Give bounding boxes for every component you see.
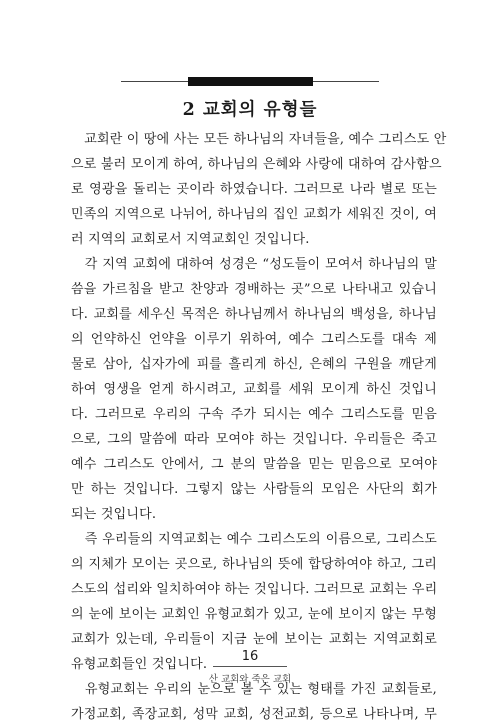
text-line: 되는 것입니다. [71, 507, 157, 522]
text-line: 민족의 지역으로 나뉘어, 하나님의 집인 교회가 세워진 것이, 여 [71, 207, 437, 222]
text-line: 유형교회들인 것입니다. [71, 657, 208, 672]
running-footer-title: 산 교회와 죽은 교회 [208, 674, 292, 685]
text-line: 의 눈에 보이는 교회인 유형교회가 있고, 눈에 보이지 않는 무형 [71, 607, 437, 622]
text-line: 예수 그리스도 안에서, 그 분의 말씀을 믿는 믿음으로 모여야 [71, 457, 437, 472]
text-line: 가정교회, 족장교회, 성막 교회, 성전교회, 등으로 나타나며, 무 [71, 707, 437, 722]
text-line: 교회가 있는데, 우리들이 지금 눈에 보이는 교회는 지역교회로 [71, 632, 437, 647]
text-line: 로 영광을 돌리는 곳이라 하였습니다. 그러므로 나라 별로 또는 [71, 182, 437, 197]
text-line: 으로 불러 모이게 하여, 하나님의 은혜와 사랑에 대하여 감사함으 [71, 157, 442, 172]
header-rule-bar [188, 77, 313, 86]
text-line: 러 지역의 교회로서 지역교회인 것입니다. [71, 232, 310, 247]
text-line: 만 하는 것입니다. 그렇지 않는 사람들의 모임은 사단의 회가 [71, 482, 437, 497]
chapter-title: 2 교회의 유형들 [182, 100, 318, 120]
footer-rule [213, 666, 287, 667]
text-line: 의 지체가 모이는 곳으로, 하나님의 뜻에 합당하여야 하고, 그리 [71, 557, 437, 572]
text-line: 하여 영생을 얻게 하시려고, 교회를 세워 모이게 하신 것입니 [71, 382, 437, 397]
body-text [71, 127, 447, 727]
text-line: 으로, 그의 말씀에 따라 모여야 하는 것입니다. 우리들은 죽고 [71, 432, 437, 447]
page-number: 16 [241, 649, 259, 664]
text-line: 씀을 가르침을 받고 찬양과 경배하는 곳”으로 나타내고 있습니 [71, 282, 437, 297]
text-line: 다. 교회를 세우신 목적은 하나님께서 하나님의 백성을, 하나님 [71, 307, 437, 322]
text-line: 물로 삼아, 십자가에 피를 흘리게 하신, 은혜의 구원을 깨닫게 [71, 357, 437, 372]
text-line: 교회란 이 땅에 사는 모든 하나님의 자녀들을, 예수 그리스도 안 [71, 132, 447, 147]
text-line: 스도의 섭리와 일치하여야 하는 것입니다. 그러므로 교회는 우리 [71, 582, 438, 597]
text-line: 의 언약하신 언약을 이루기 위하여, 예수 그리스도를 대속 제 [71, 332, 437, 347]
text-line: 각 지역 교회에 대하여 성경은 “성도들이 모여서 하나님의 말 [71, 257, 437, 272]
text-line: 즉 우리들의 지역교회는 예수 그리스도의 이름으로, 그리스도 [71, 532, 437, 547]
text-line: 다. 그러므로 우리의 구속 주가 되시는 예수 그리스도를 믿음 [71, 407, 437, 422]
text-line: 유형교회는 우리의 눈으로 볼 수 있는 형태를 가진 교회들로, [71, 682, 437, 697]
